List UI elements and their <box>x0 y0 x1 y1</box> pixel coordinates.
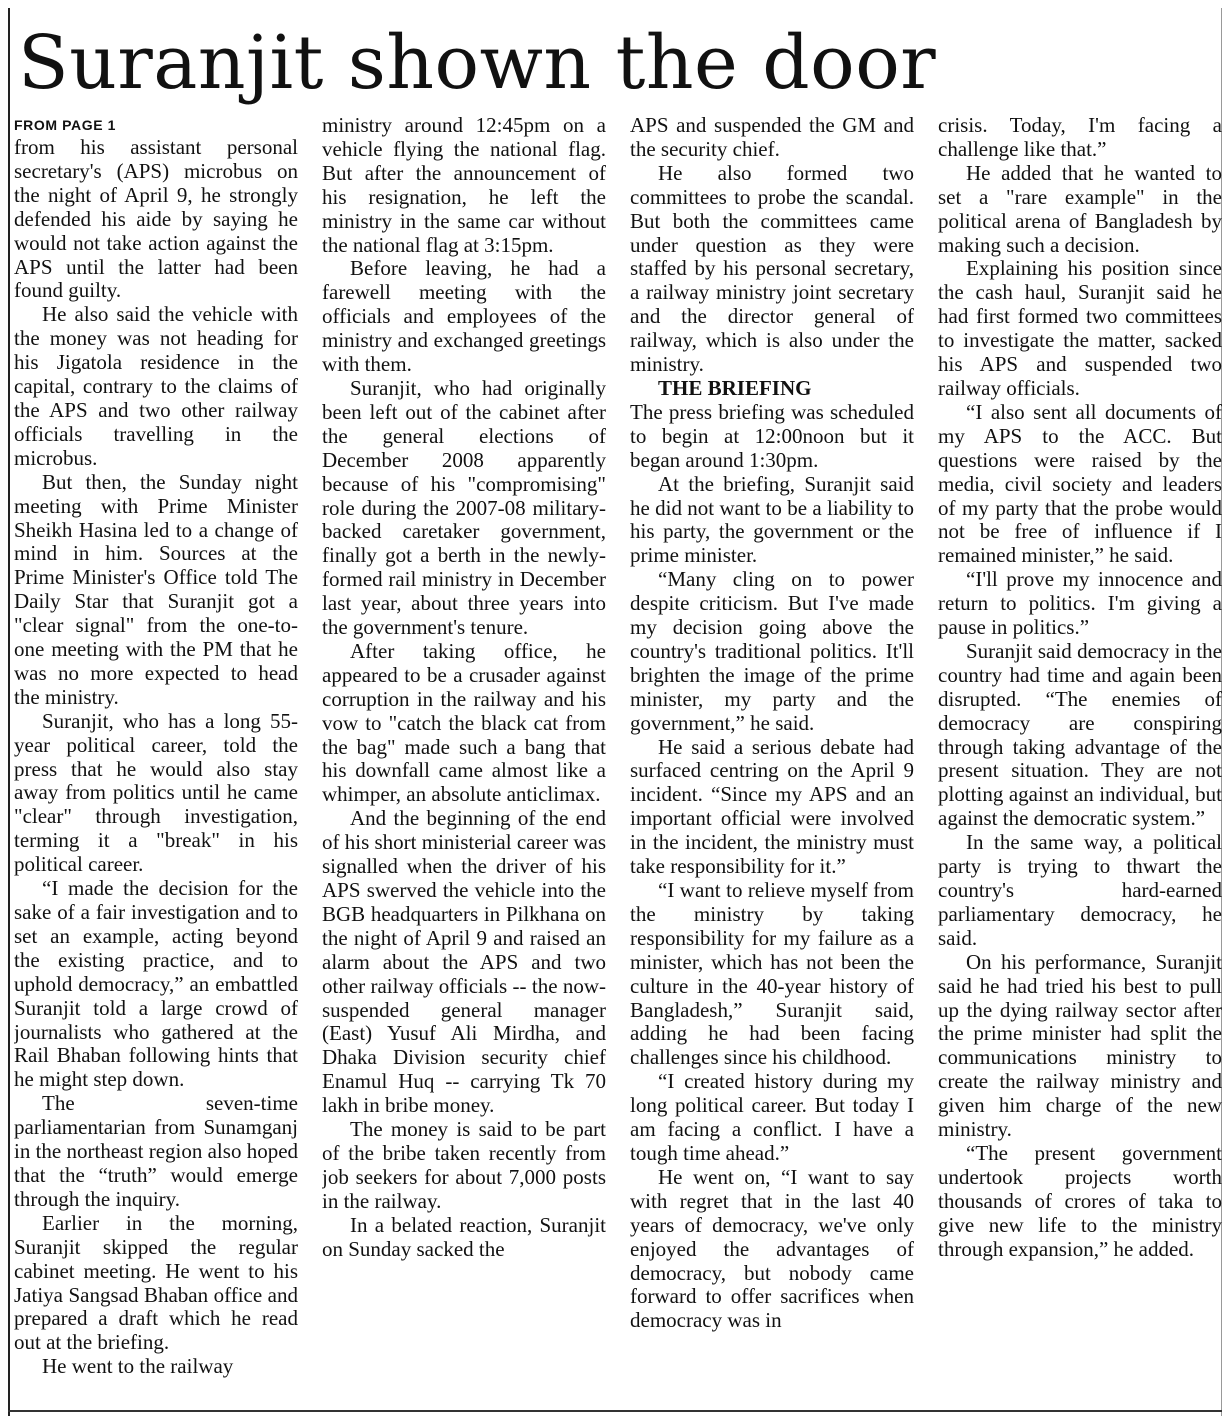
kicker-from-page: FROM PAGE 1 <box>14 117 117 133</box>
paragraph: He added that he wanted to set a "rare example" in the political arena of Bangladesh by making such a decision. <box>938 160 1222 257</box>
paragraph: Explaining his position since the cash haul, Suranjit said he had first formed two committees to investigate the matter, sacked his APS and suspended two railway officials. <box>938 256 1222 400</box>
paragraph: Earlier in the morning, Suranjit skipped the regular cabinet meeting. He went to his Jatiya Sangsad Bhaban office and prepared a draft which he read out at the briefing. <box>14 1210 298 1355</box>
paragraph: “I want to relieve myself from the ministry by taking responsibility for my failure as a minister, which has not been the culture in the 40-year history of Bangladesh,” Suranjit said, adding he had been facing challenges since his childhood. <box>630 878 914 1070</box>
paragraph: Before leaving, he had a farewell meeting with the officials and employees of the ministry and exchanged greetings with them. <box>322 256 606 377</box>
paragraph: The money is said to be part of the bribe taken recently from job seekers for about 7,000 posts in the railway. <box>322 1117 606 1213</box>
paragraph: “Many cling on to power despite criticism. But I've made my decision going above the country's traditional politics. It'll brighten the image of the prime minister, my party and the government,” he said. <box>630 567 914 735</box>
paragraph: The seven-time parliamentarian from Sunamganj in the northeast region also hoped that the “truth” would emerge through the inquiry. <box>14 1091 298 1211</box>
paragraph: Suranjit said democracy in the country had time and again been disrupted. “The enemies of democracy are conspiring through taking advantage of the present situation. They are not plotting against an individual, but against the democratic system.” <box>938 638 1222 831</box>
paragraph: But then, the Sunday night meeting with Prime Minister Sheikh Hasina led to a change of mind in him. Sources at the Prime Minister's Office told The Daily Star that Suranjit got a "clear signal" from the one-to-one meeting with the PM that he was no more expected to head the ministry. <box>14 469 298 709</box>
paragraph: “I'll prove my innocence and return to politics. I'm giving a pause in politics.” <box>938 567 1222 640</box>
paragraph: “The present government undertook projects worth thousands of crores of taka to give new life to the ministry through expansion,” he added. <box>938 1140 1222 1261</box>
paragraph: He also formed two committees to probe the scandal. But both the committees came under question as they were staffed by his personal secretary, a railway ministry joint secretary and the director general of railway, which is also under the ministry. <box>630 160 914 377</box>
paragraph: ministry around 12:45pm on a vehicle flying the national flag. But after the announcement of his resignation, he left the ministry in the same car without the national flag at 3:15pm. <box>322 114 606 257</box>
paragraph: “I also sent all documents of my APS to the ACC. But questions were raised by the media, civil society and leaders of my party that the probe would not be free of influence if I remained minister,” he said. <box>938 399 1222 568</box>
column-3 <box>630 114 914 1408</box>
paragraph: from his assistant personal secretary's (APS) microbus on the night of April 9, he strongly defended his aide by saying he would not take action against the APS until the latter had been found guilty. <box>14 135 298 303</box>
paragraph: “I created history during my long political career. But today I am facing a conflict. I have a tough time ahead.” <box>630 1069 914 1165</box>
paragraph: Suranjit, who had originally been left out of the cabinet after the general elections of December 2008 apparently because of his "compromising" role during the 2007-08 military-backed caretaker government, finally got a berth in the newly-formed rail ministry in December last year, about three years into the government's tenure. <box>322 375 606 640</box>
paragraph: Suranjit, who has a long 55-year political career, told the press that he would also stay away from politics until he came "clear" through investigation, terming it a "break" in his political career. <box>14 708 298 877</box>
paragraph: He went to the railway <box>42 1354 234 1379</box>
column-1 <box>14 114 298 1408</box>
column-4 <box>938 114 1222 1408</box>
paragraph: “I made the decision for the sake of a fair investigation and to set an example, acting beyond the existing practice, and to uphold democracy,” an embattled Suranjit told a large crowd of journalists who gathered at the Rail Bhaban following hints that he might step down. <box>14 876 298 1092</box>
paragraph: In a belated reaction, Suranjit on Sunday sacked the <box>322 1212 606 1261</box>
paragraph: And the beginning of the end of his short ministerial career was signalled when the driver of his APS swerved the vehicle into the BGB headquarters in Pilkhana on the night of April 9 and raised an alarm about the APS and two other railway officials -- the now-suspended general manager (East) Yusuf Ali Mirdha, and Dhaka Division security chief Enamul Huq -- carrying Tk 70 lakh in bribe money. <box>322 806 606 1118</box>
paragraph: crisis. Today, I'm facing a challenge like that.” <box>938 114 1222 161</box>
subhead-the-briefing: THE BRIEFING <box>658 375 812 400</box>
column-2 <box>322 114 606 1408</box>
paragraph: He said a serious debate had surfaced centring on the April 9 incident. “Since my APS and an important official were involved in the incident, the ministry must take responsibility for it.” <box>630 734 914 879</box>
paragraph: On his performance, Suranjit said he had tried his best to pull up the dying railway sector after the prime minister had split the communications ministry to create the railway ministry and given him charge of the new ministry. <box>938 949 1222 1142</box>
paragraph: APS and suspended the GM and the security chief. <box>630 114 914 161</box>
headline: Suranjit shown the door <box>18 20 937 106</box>
paragraph: He went on, “I want to say with regret that in the last 40 years of democracy, we've only enjoyed the advantages of democracy, but nobody came forward to offer sacrifices when democracy was in <box>630 1164 914 1333</box>
paragraph: After taking office, he appeared to be a crusader against corruption in the railway and his vow to "catch the black cat from the bag" made such a bang that his downfall came almost like a whimper, an absolute anticlimax. <box>322 638 606 807</box>
paragraph: He also said the vehicle with the money was not heading for his Jigatola residence in the capital, contrary to the claims of the APS and two other railway officials travelling in the microbus. <box>14 302 298 470</box>
paragraph: The press briefing was scheduled to begin at 12:00noon but it began around 1:30pm. <box>630 399 914 472</box>
paragraph: At the briefing, Suranjit said he did not want to be a liability to his party, the government or the prime minister. <box>630 471 914 568</box>
article-body <box>14 114 1224 1408</box>
bottom-rule <box>8 1410 1222 1412</box>
paragraph: In the same way, a political party is trying to thwart the country's hard-earned parliamentary democracy, he said. <box>938 830 1222 950</box>
